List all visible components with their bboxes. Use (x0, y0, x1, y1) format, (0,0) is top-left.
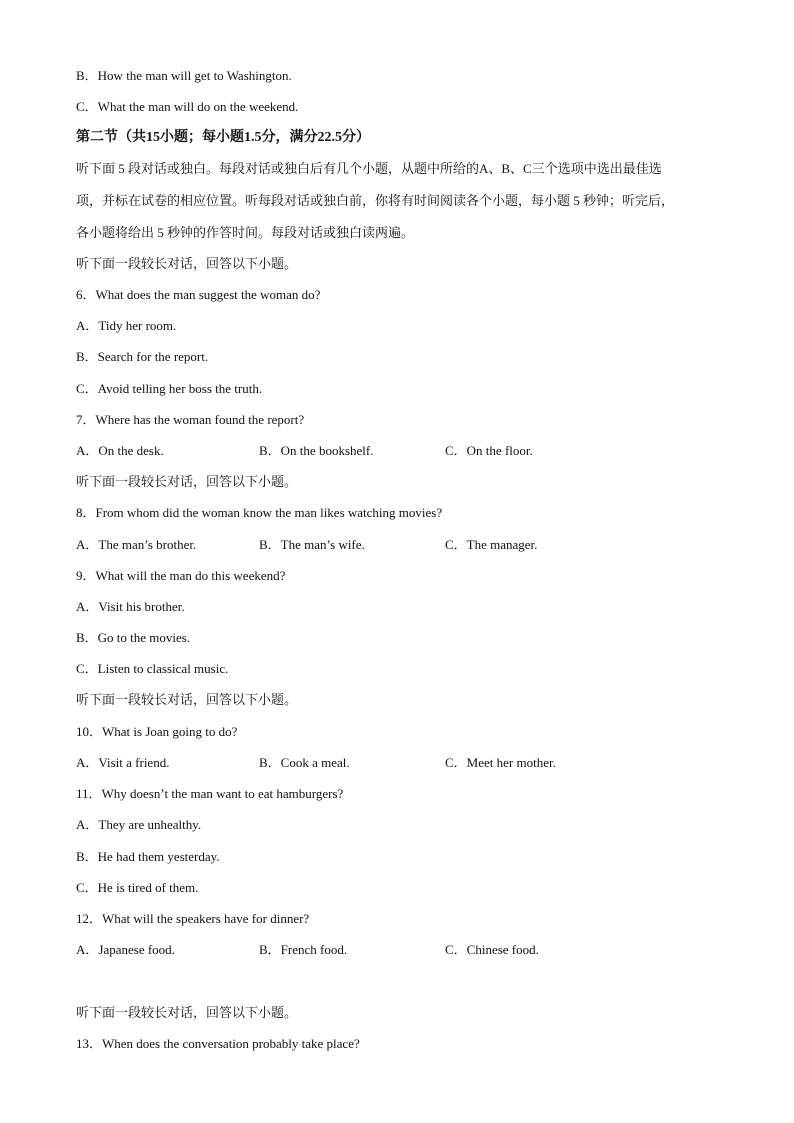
question-12: 12．What will the speakers have for dinner? (76, 911, 310, 926)
question-11-option-a: A．They are unhealthy. (76, 817, 202, 832)
question-12-option-c: C．Chinese food. (445, 942, 539, 957)
question-10-option-a: A．Visit a friend. (76, 755, 170, 770)
listen-instruction: 听下面一段较长对话，回答以下小题。 (76, 474, 298, 489)
instruction-line-1: 听下面 5 段对话或独白。每段对话或独白后有几个小题，从题中所给的A、B、C三个选项中选出最佳选 (76, 161, 662, 176)
question-7-option-c: C．On the floor. (445, 443, 533, 458)
option-b-washington: B．How the man will get to Washington. (76, 68, 292, 83)
question-8-option-c: C．The manager. (445, 537, 538, 552)
question-9-option-b: B．Go to the movies. (76, 630, 191, 645)
section-2-heading: 第二节（共15小题；每小题1.5分，满分22.5分） (76, 130, 370, 145)
question-11-option-c: C．He is tired of them. (76, 880, 199, 895)
question-7: 7．Where has the woman found the report? (76, 412, 305, 427)
option-c-weekend: C．What the man will do on the weekend. (76, 99, 299, 114)
question-9: 9．What will the man do this weekend? (76, 568, 286, 583)
question-7-option-b: B．On the bookshelf. (259, 443, 374, 458)
instruction-line-2: 项，并标在试卷的相应位置。听每段对话或独白前，你将有时间阅读各个小题，每小题 5 秒钟；听完后， (76, 193, 675, 208)
question-11-option-b: B．He had them yesterday. (76, 849, 220, 864)
instruction-line-3: 各小题将给出 5 秒钟的作答时间。每段对话或独白读两遍。 (76, 225, 415, 240)
question-8: 8．From whom did the woman know the man likes watching movies? (76, 505, 443, 520)
listen-instruction: 听下面一段较长对话，回答以下小题。 (76, 1005, 298, 1020)
question-12-option-b: B．French food. (259, 942, 348, 957)
listen-instruction: 听下面一段较长对话，回答以下小题。 (76, 256, 298, 271)
question-12-option-a: A．Japanese food. (76, 942, 175, 957)
question-6: 6．What does the man suggest the woman do? (76, 287, 321, 302)
question-9-option-a: A．Visit his brother. (76, 599, 185, 614)
question-10-option-c: C．Meet her mother. (445, 755, 556, 770)
question-6-option-b: B．Search for the report. (76, 349, 209, 364)
question-6-option-c: C．Avoid telling her boss the truth. (76, 381, 263, 396)
question-11: 11．Why doesn’t the man want to eat hamburgers? (76, 786, 344, 801)
question-7-option-a: A．On the desk. (76, 443, 164, 458)
question-6-option-a: A．Tidy her room. (76, 318, 177, 333)
question-10-option-b: B．Cook a meal. (259, 755, 350, 770)
question-9-option-c: C．Listen to classical music. (76, 661, 229, 676)
question-8-option-b: B．The man’s wife. (259, 537, 365, 552)
question-8-option-a: A．The man’s brother. (76, 537, 197, 552)
listen-instruction: 听下面一段较长对话，回答以下小题。 (76, 692, 298, 707)
question-13: 13．When does the conversation probably take place? (76, 1036, 360, 1051)
question-10: 10．What is Joan going to do? (76, 724, 238, 739)
